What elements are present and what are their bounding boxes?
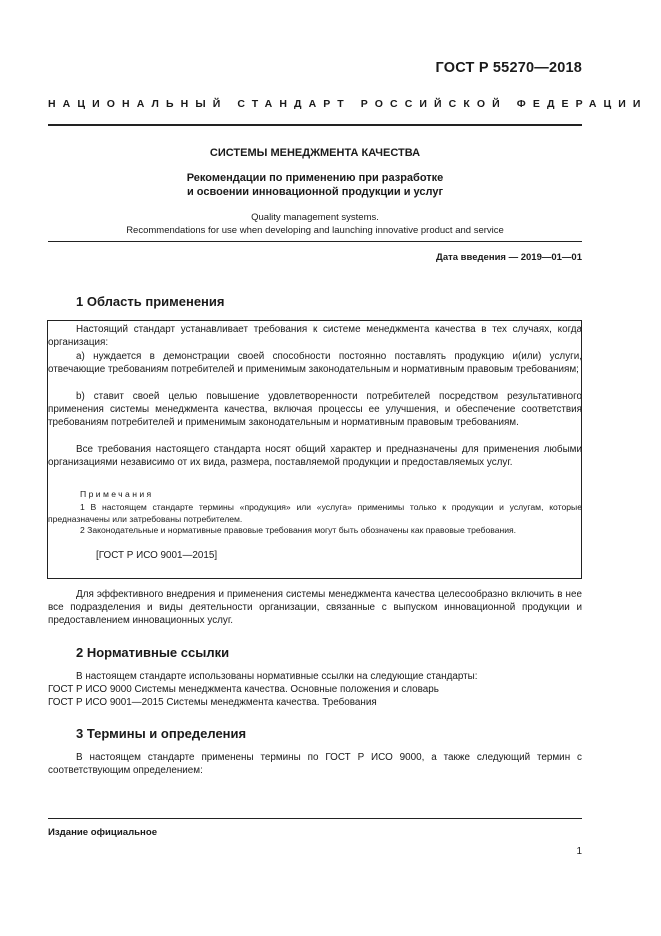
scope-item-a: а) нуждается в демонстрации своей способности постоянно поставлять продукцию и(или) услуги, отвечающие требованиям потребителей и применимым законодательным и нормативным правовым требованиям;	[48, 351, 582, 376]
reference-gost-9000: ГОСТ Р ИСО 9000 Системы менеджмента качества. Основные положения и словарь	[48, 684, 439, 695]
source-reference: [ГОСТ Р ИСО 9001—2015]	[96, 550, 218, 561]
footer-rule	[48, 818, 582, 819]
section-1-heading: 1 Область применения	[76, 294, 225, 309]
official-edition-label: Издание официальное	[48, 827, 158, 838]
introduction-date: Дата введения — 2019—01—01	[436, 252, 582, 263]
doc-number: ГОСТ Р 55270—2018	[435, 60, 582, 76]
standard-title: СИСТЕМЫ МЕНЕДЖМЕНТА КАЧЕСТВА	[209, 147, 421, 159]
title-rule	[48, 241, 582, 242]
note-1: 1 В настоящем стандарте термины «продукция» или «услуга» применимы только к продукции и услугам, которые предназначены или затребованы потребителем.	[48, 502, 582, 524]
page-number: 1	[576, 846, 582, 857]
english-title	[48, 211, 582, 237]
scope-after-box: Для эффективного внедрения и применения системы менеджмента качества целесообразно включить в нее все подразделения и виды деятельности организации, связанные с выпуском инновационной продукции и предоставлением инновационных услуг.	[48, 589, 582, 627]
section-3-heading: 3 Термины и определения	[76, 726, 247, 741]
subtitle-line-2: и освоении инновационной продукции и услуг	[186, 186, 444, 198]
references-intro: В настоящем стандарте использованы нормативные ссылки на следующие стандарты:	[76, 671, 478, 682]
section-2-heading: 2 Нормативные ссылки	[76, 645, 230, 660]
terms-intro: В настоящем стандарте применены термины по ГОСТ Р ИСО 9000, а также следующий термин с соответствующим определением:	[48, 752, 582, 777]
english-title-line-1: Quality management systems.	[251, 212, 379, 223]
national-standard-header: НАЦИОНАЛЬНЫЙ СТАНДАРТ РОССИЙСКОЙ ФЕДЕРАЦИИ	[48, 98, 648, 110]
reference-gost-9001: ГОСТ Р ИСО 9001—2015 Системы менеджмента качества. Требования	[48, 697, 377, 708]
scope-paragraph-1: Настоящий стандарт устанавливает требования к системе менеджмента качества в тех случаях, когда организация:	[48, 324, 582, 349]
subtitle-line-1: Рекомендации по применению при разработке	[186, 172, 444, 184]
note-2: 2 Законодательные и нормативные правовые требования могут быть обозначены как правовые требования.	[80, 525, 517, 535]
scope-item-b: b) ставит своей целью повышение удовлетворенности потребителей посредством результативного применения системы менеджмента качества, включая процессы ее улучшения, и обеспечение соответствия требованиям потребителей и применимым законодательным и нормативным правовым требованиям.	[48, 391, 582, 429]
scope-paragraph-2: Все требования настоящего стандарта носят общий характер и предназначены для применения любыми организациями независимо от их вида, размера, поставляемой продукции и предоставляемых услуг.	[48, 444, 582, 469]
notes-title: Примечания	[80, 489, 154, 499]
english-title-line-2: Recommendations for use when developing and launching innovative product and service	[126, 225, 504, 236]
standard-subtitle	[48, 171, 582, 199]
header-rule	[48, 124, 582, 126]
